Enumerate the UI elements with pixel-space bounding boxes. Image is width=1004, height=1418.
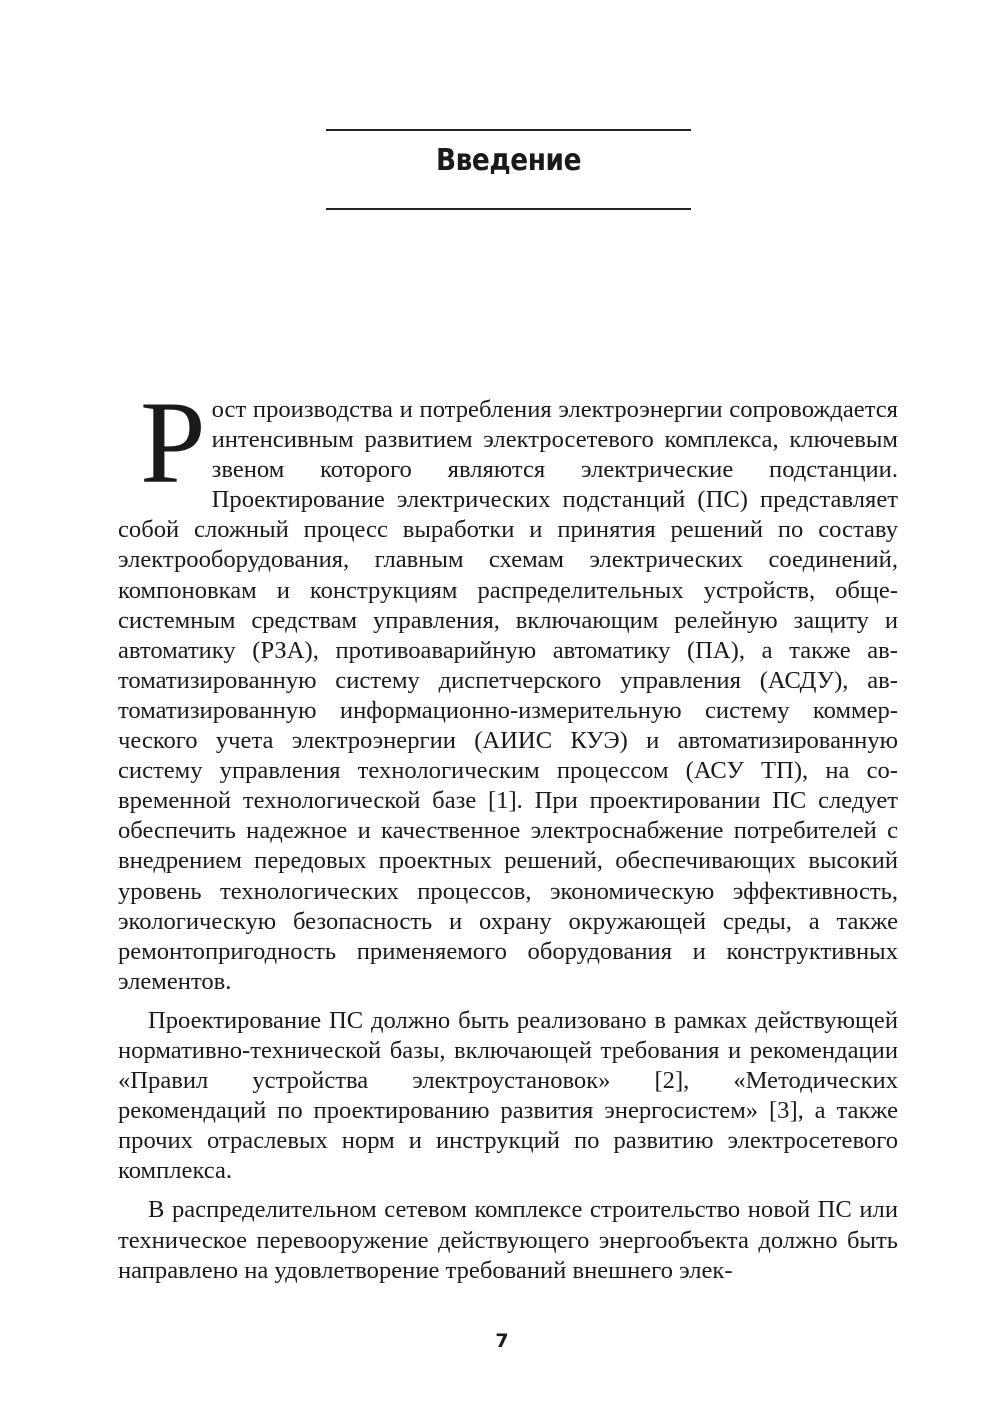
page-number: 7 [495, 1330, 509, 1352]
drop-cap: Р [140, 377, 206, 508]
paragraph-1-text: ост производства и потребления электроэнергии сопровождается интенсивным развитием электросетевого комплекса, ключевым звеном которого являются электрические подстанции. Проектирование электрических подстанций (ПС) представляет собой сложный процесс выработки и принятия решений по составу электрооборудования, главным схемам электрических соединений, компоновкам и конструкциям распределительных устройств, общесистемным средствам управления, включающим релейную защиту и автоматику (РЗА), противоаварийную автоматику (ПА), а также автоматизированную систему диспетчерского управления (АСДУ), автоматизированную информационно-измерительную систему коммерческого учета электроэнергии (АИИС КУЭ) и автоматизированную систему управления технологическим процессом (АСУ ТП), на современной технологической базе [1]. При проектировании ПС следует обеспечить надежное и качественное электроснабжение потребителей с внедрением передовых проектных решений, обеспечивающих высокий уровень технологических процессов, экономическую эффективность, экологическую безопасность и охрану окружающей среды, а также ремонтопригодность применяемого оборудования и конструктивных элементов. [118, 396, 898, 995]
paragraph-2: Проектирование ПС должно быть реализовано в рамках действующей нормативно-технической базы, включающей требования и рекомендации «Правил устройства электроустановок» [2], «Методических рекомендаций по проектированию развития энергосистем» [3], а также прочих отраслевых норм и инструкций по развитию электросетевого комплекса. [118, 1006, 898, 1185]
chapter-title: Введение [435, 143, 582, 178]
heading-rule-bottom [326, 208, 691, 210]
paragraph-1 [118, 377, 898, 997]
body-text [118, 377, 898, 1286]
paragraph-3: В распределительном сетевом комплексе строительство новой ПС или техническое перевооружение действующего энергообъекта должно быть направлено на удовлетворение требований внешнего элек- [118, 1196, 898, 1284]
heading-rule-top [326, 129, 691, 131]
